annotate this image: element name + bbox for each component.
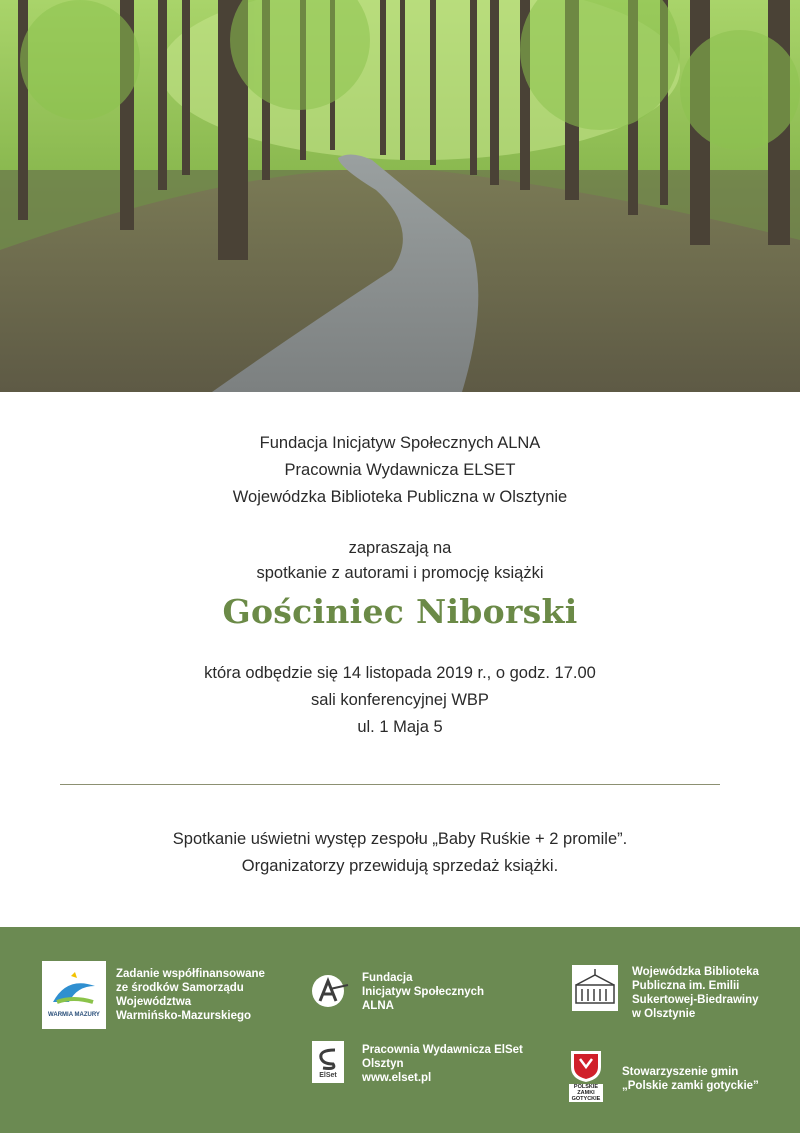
book-title: Gościniec Niborski xyxy=(222,592,578,631)
zamki-line: „Polskie zamki gotyckie” xyxy=(622,1080,759,1092)
sponsors-footer xyxy=(0,927,800,1133)
extra-info xyxy=(0,826,800,880)
elset-line: Pracownia Wydawnicza ElSet xyxy=(362,1044,523,1056)
divider xyxy=(60,784,720,785)
zamki-logo-text: POLSKIE ZAMKI GOTYCKIE xyxy=(569,1084,603,1102)
elset-logo-text: ElSet xyxy=(319,1071,337,1079)
wbp-line: w Olsztynie xyxy=(632,1008,696,1020)
elset-line: Olsztyn xyxy=(362,1058,404,1070)
castle-shield-icon xyxy=(568,1049,604,1107)
elset-logo xyxy=(312,1041,344,1083)
warmia-line: ze środków Samorządu xyxy=(116,982,244,994)
details-line: ul. 1 Maja 5 xyxy=(357,718,443,736)
warmia-line: Warmińsko-Mazurskiego xyxy=(116,1010,252,1022)
invite-line: zapraszają na xyxy=(348,539,452,557)
warmia-logo-text: WARMIA MAZURY xyxy=(48,1011,100,1018)
extra-line: Spotkanie uświetni występ zespołu „Baby Ruśkie + 2 promile”. xyxy=(172,830,628,848)
wbp-line: Publiczna im. Emilii xyxy=(632,980,740,992)
forest-road-photo xyxy=(0,0,800,392)
sponsor-zamki xyxy=(568,1049,759,1107)
zamki-line: Stowarzyszenie gmin xyxy=(622,1066,739,1078)
library-building-icon xyxy=(572,965,618,1011)
alna-text xyxy=(362,971,484,1013)
wbp-line: Sukertowej-Biedrawiny xyxy=(632,994,759,1006)
alna-line: Fundacja xyxy=(362,972,413,984)
invite-line: spotkanie z autorami i promocję książki xyxy=(256,564,544,582)
wbp-line: Wojewódzka Biblioteka xyxy=(632,966,759,978)
organizers-list xyxy=(0,430,800,511)
details-line: która odbędzie się 14 listopada 2019 r., o godz. 17.00 xyxy=(204,664,596,682)
organizer-line: Pracownia Wydawnicza ELSET xyxy=(284,461,516,479)
warmia-line: Zadanie współfinansowane xyxy=(116,968,265,980)
invite-text xyxy=(0,536,800,586)
zamki-text xyxy=(622,1065,759,1093)
alna-line: ALNA xyxy=(362,1000,394,1012)
alna-logo-icon xyxy=(310,971,350,1011)
warmia-line: Województwa xyxy=(116,996,192,1008)
wbp-text xyxy=(632,965,759,1021)
sponsor-wbp xyxy=(572,965,759,1021)
invitation-body xyxy=(0,392,800,927)
warmia-text xyxy=(116,967,265,1023)
sponsor-warmia xyxy=(42,961,265,1029)
sponsor-alna xyxy=(310,971,484,1013)
warmia-mazury-logo xyxy=(42,961,106,1029)
extra-line: Organizatorzy przewidują sprzedaż książki. xyxy=(241,857,559,875)
alna-line: Inicjatyw Społecznych xyxy=(362,986,485,998)
elset-line: www.elset.pl xyxy=(362,1072,432,1084)
organizer-line: Fundacja Inicjatyw Społecznych ALNA xyxy=(259,434,541,452)
event-details xyxy=(0,660,800,741)
sponsor-elset xyxy=(312,1041,523,1085)
organizer-line: Wojewódzka Biblioteka Publiczna w Olsztynie xyxy=(232,488,568,506)
elset-text xyxy=(362,1043,523,1085)
details-line: sali konferencyjnej WBP xyxy=(311,691,489,709)
